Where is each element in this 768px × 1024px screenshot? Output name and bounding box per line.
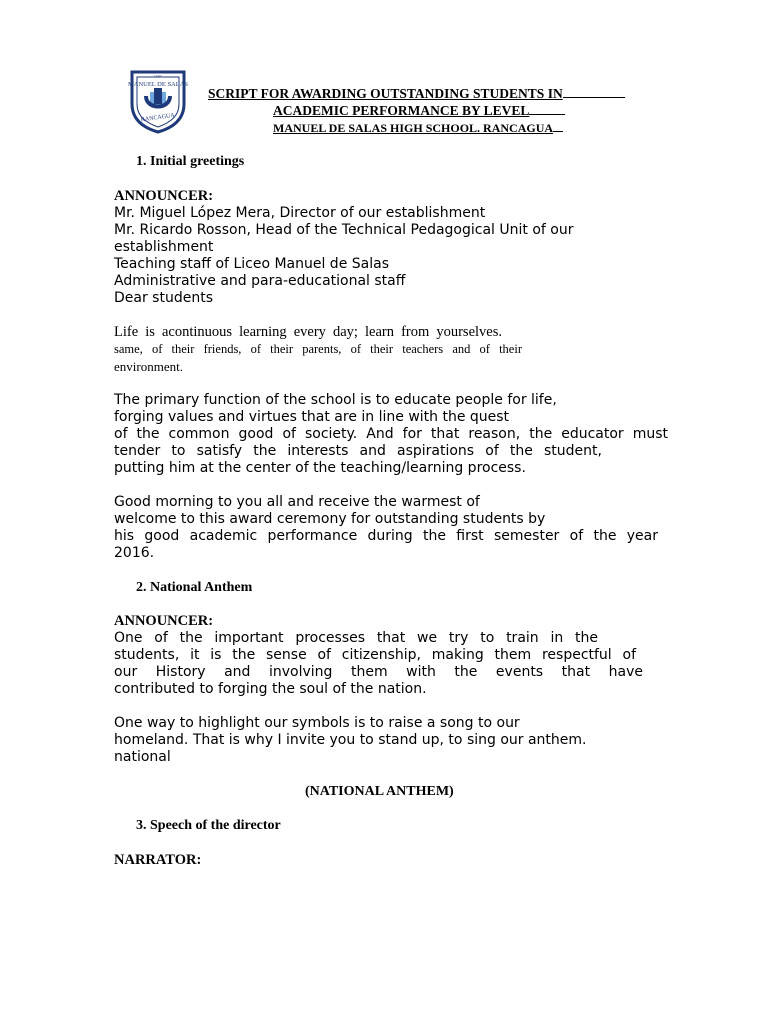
paragraph-line: One way to highlight our symbols is to raise a song to our <box>114 715 520 731</box>
document-subtitle: MANUEL DE SALAS HIGH SCHOOL. RANCAGUA <box>273 121 733 136</box>
paragraph-line: welcome to this award ceremony for outstanding students by <box>114 511 546 527</box>
quote-line: same, of their friends, of their parents, of their teachers and of their <box>114 342 522 356</box>
paragraph-line: One of the important processes that we try to train in the <box>114 630 598 646</box>
section-heading-national-anthem: 2. National Anthem <box>136 580 253 595</box>
section-heading-initial-greetings: 1. Initial greetings <box>136 154 245 169</box>
svg-text:LICEO: LICEO <box>154 75 162 78</box>
paragraph-line: putting him at the center of the teaching/learning process. <box>114 460 526 476</box>
paragraph-line: his good academic performance during the first semester of the year <box>114 528 658 544</box>
paragraph-line: of the common good of society. And for that reason, the educator must <box>114 426 668 442</box>
quote-line: environment. <box>114 359 183 374</box>
svg-text:RANCAGUA: RANCAGUA <box>140 112 176 124</box>
paragraph-line: homeland. That is why I invite you to stand up, to sing our anthem. <box>114 732 587 748</box>
greeting-line: Teaching staff of Liceo Manuel de Salas <box>114 256 389 272</box>
section-heading-director-speech: 3. Speech of the director <box>136 818 281 833</box>
paragraph-line: students, it is the sense of citizenship, making them respectful of <box>114 647 636 663</box>
paragraph-line: 2016. <box>114 545 155 561</box>
paragraph-line: The primary function of the school is to educate people for life, <box>114 392 557 408</box>
svg-text:MANUEL DE SALAS: MANUEL DE SALAS <box>128 81 188 88</box>
greeting-line: establishment <box>114 239 214 255</box>
school-crest-logo <box>128 70 188 134</box>
paragraph-line: national <box>114 749 171 765</box>
paragraph-line: forging values and virtues that are in line with the quest <box>114 409 510 425</box>
greeting-line: Administrative and para-educational staff <box>114 273 406 289</box>
speaker-label: ANNOUNCER: <box>114 188 214 204</box>
speaker-label: NARRATOR: <box>114 852 202 868</box>
greeting-line: Dear students <box>114 290 213 306</box>
document-title-line-2: ACADEMIC PERFORMANCE BY LEVEL <box>273 103 733 119</box>
document-title-line-1: SCRIPT FOR AWARDING OUTSTANDING STUDENTS IN <box>208 86 668 102</box>
speaker-label: ANNOUNCER: <box>114 613 214 629</box>
paragraph-line: Good morning to you all and receive the warmest of <box>114 494 480 510</box>
greeting-line: Mr. Ricardo Rosson, Head of the Technical Pedagogical Unit of our <box>114 222 574 238</box>
crest-icon <box>128 70 188 134</box>
anthem-cue: (NATIONAL ANTHEM) <box>305 784 454 799</box>
quote-line: Life is acontinuous learning every day; learn from yourselves. <box>114 324 502 340</box>
paragraph-line: tender to satisfy the interests and aspirations of the student, <box>114 443 602 459</box>
greeting-line: Mr. Miguel López Mera, Director of our establishment <box>114 205 486 221</box>
paragraph-line: contributed to forging the soul of the nation. <box>114 681 427 697</box>
paragraph-line: our History and involving them with the events that have <box>114 664 643 680</box>
